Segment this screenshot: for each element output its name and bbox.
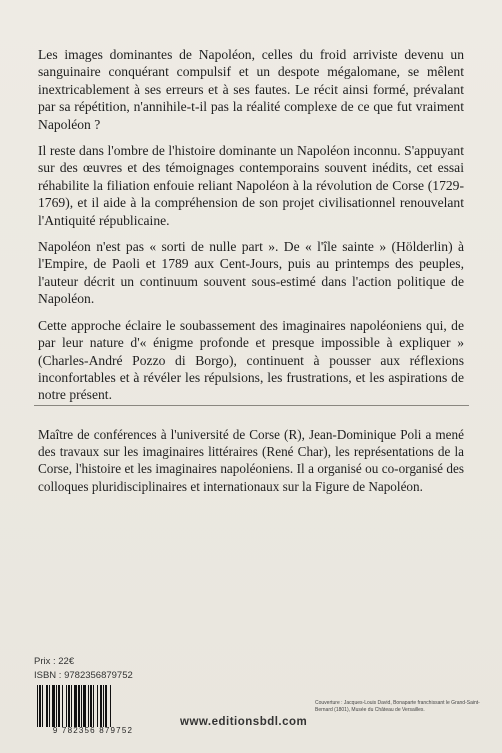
blurb-paragraph-2: Il reste dans l'ombre de l'histoire dominante un Napoléon inconnu. S'appuyant sur des œuvres et des témoignages contemporains souvent inédits, cet essai réhabilite la filiation enfouie reliant Napoléon à la révolution de Corse (1729-1769), et il aide à la compréhension de son projet civilisationnel renouvelant l'Antiquité républicaine. (38, 143, 464, 228)
divider (34, 405, 469, 406)
barcode (33, 685, 153, 727)
blurb-paragraph-4: Cette approche éclaire le soubassement des imaginaires napoléoniens qui, de par leur nature d'« énigme profonde et presque impossible à expliquer » (Charles-André Pozzo di Borgo), continuent à pousser aux réflexions inconfortables et à révéler les répulsions, les frustrations, et les aspirations de notre présent. (38, 317, 464, 403)
author-bio: Maître de conférences à l'université de Corse (R), Jean-Dominique Poli a mené des travaux sur les imaginaires littéraires (René Char), les représentations de la Corse, l'histoire et les imaginaires napoléoniens. Il a organisé ou co-organisé des colloques pluridisciplinaires et internationaux sur la Figure de Napoléon. (38, 427, 464, 494)
barcode-number: 9 782356 879752 (52, 726, 134, 735)
barcode-bars (33, 685, 153, 727)
publisher-website: www.editionsbdl.com (180, 716, 308, 728)
blurb-paragraph-1: Les images dominantes de Napoléon, celles du froid arriviste devenu un sanguinaire conquérant compulsif et un despote mégalomane, se mêlent inextricablement à ses erreurs et à ses fautes. Le récit ainsi formé, prévalant par sa répétition, n'annihile-t-il pas la réalité complexe de ce que fut vraiment Napoléon ? (38, 47, 464, 132)
blurb-text (38, 46, 464, 413)
price-label: Prix : 22€ (34, 656, 75, 667)
cover-credit: Couverture : Jacques-Louis David, Bonaparte franchissant le Grand-Saint-Bernard (1801), Musée du Château de Versailles. (315, 700, 480, 713)
isbn-label: ISBN : 9782356879752 (34, 670, 133, 681)
price-isbn-block (34, 655, 133, 683)
blurb-paragraph-3: Napoléon n'est pas « sorti de nulle part ». De « l'île sainte » (Hölderlin) à l'Empire, de Paoli et 1789 aux Cent-Jours, puis au printemps des peuples, l'auteur décrit un continuum souvent sous-estimé dans l'action politique de Napoléon. (38, 239, 464, 307)
